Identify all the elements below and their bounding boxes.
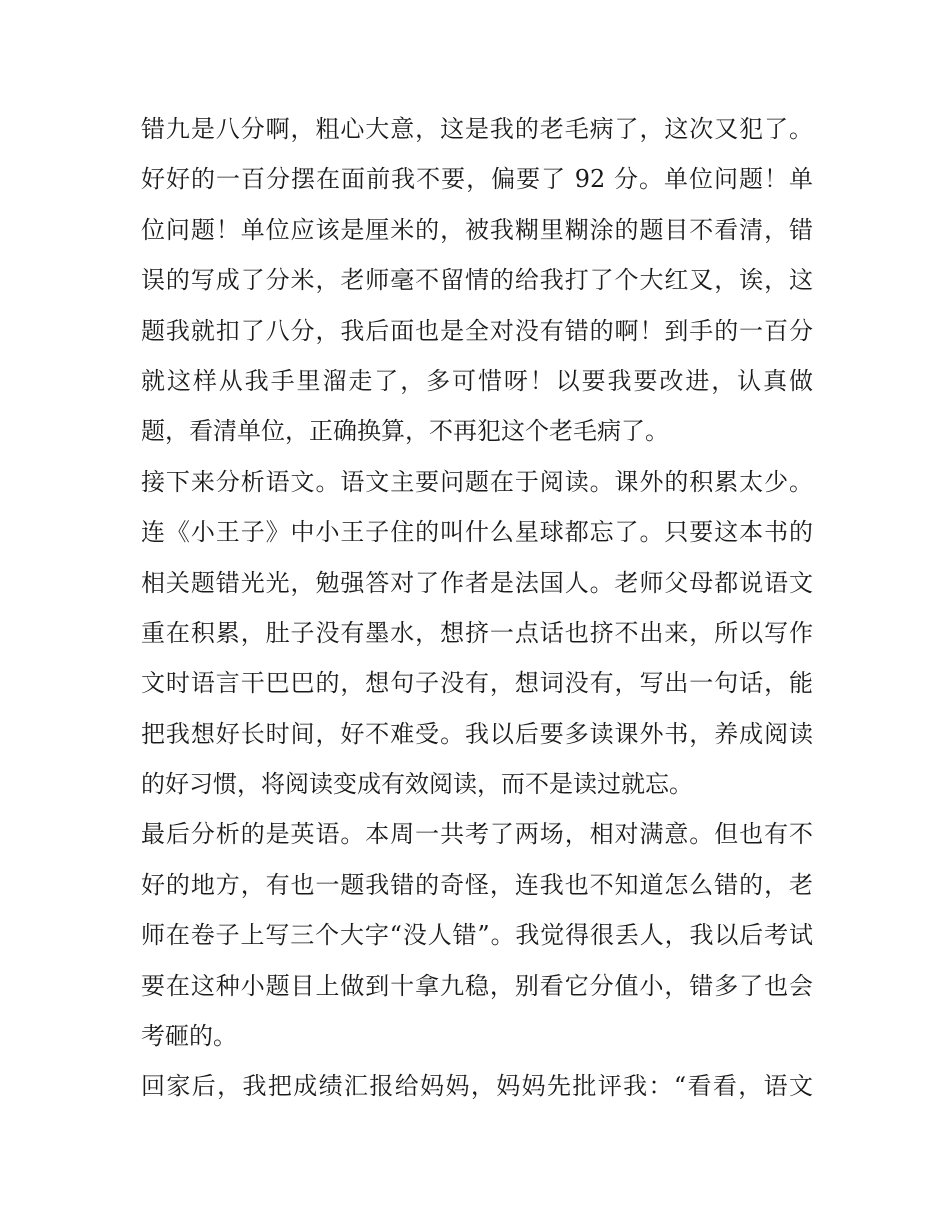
text-line: 好好的一百分摆在面前我不要，偏要了 92 分。单位问题！单: [141, 165, 813, 194]
text-line: 要在这种小题目上做到十拿九稳，别看它分值小，错多了也会: [141, 971, 813, 1000]
text-line: 连《小王子》中小王子住的叫什么星球都忘了。只要这本书的: [141, 518, 813, 547]
text-line: 相关题错光光，勉强答对了作者是法国人。老师父母都说语文: [141, 568, 813, 597]
text-line: 把我想好长时间，好不难受。我以后要多读课外书，养成阅读: [141, 719, 813, 748]
text-line: 好的地方，有也一题我错的奇怪，连我也不知道怎么错的，老: [141, 870, 813, 899]
text-line: 就这样从我手里溜走了，多可惜呀！以要我要改进，认真做: [141, 366, 813, 395]
text-line: 题，看清单位，正确换算，不再犯这个老毛病了。: [141, 417, 669, 446]
text-line: 题我就扣了八分，我后面也是全对没有错的啊！到手的一百分: [141, 316, 813, 345]
text-line: 误的写成了分米，老师毫不留情的给我打了个大红叉，诶，这: [141, 266, 813, 295]
text-line: 回家后，我把成绩汇报给妈妈，妈妈先批评我：“看看，语文: [141, 1072, 813, 1101]
text-line: 最后分析的是英语。本周一共考了两场，相对满意。但也有不: [141, 820, 813, 849]
text-line: 位问题！单位应该是厘米的，被我糊里糊涂的题目不看清，错: [141, 215, 813, 244]
text-line: 师在卷子上写三个大字“没人错”。我觉得很丢人，我以后考试: [141, 921, 813, 950]
text-line: 的好习惯，将阅读变成有效阅读，而不是读过就忘。: [141, 770, 693, 799]
text-line: 文时语言干巴巴的，想句子没有，想词没有，写出一句话，能: [141, 669, 813, 698]
text-line: 考砸的。: [141, 1022, 237, 1051]
text-line: 重在积累，肚子没有墨水，想挤一点话也挤不出来，所以写作: [141, 618, 813, 647]
document-body: [141, 104, 813, 1112]
text-line: 错九是八分啊，粗心大意，这是我的老毛病了，这次又犯了。: [141, 115, 813, 143]
text-line: 接下来分析语文。语文主要问题在于阅读。课外的积累太少。: [141, 467, 813, 496]
